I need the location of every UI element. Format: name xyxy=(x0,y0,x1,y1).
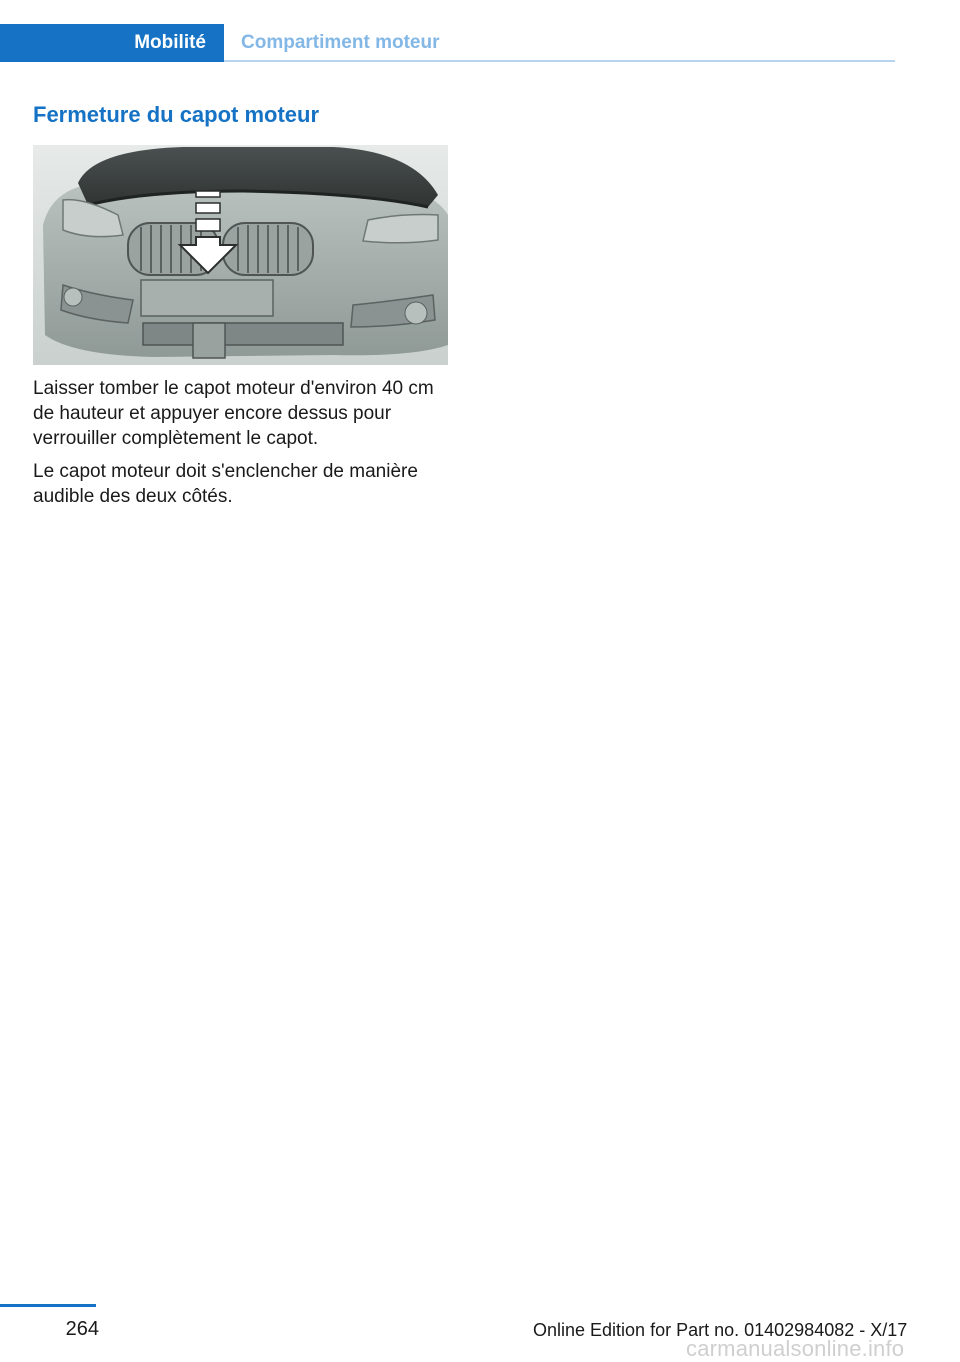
car-hood-closing-illustration xyxy=(33,145,448,365)
header-chapter-label: Compartiment moteur xyxy=(241,32,440,53)
header-chapter-tab[interactable] xyxy=(241,24,439,62)
watermark: carmanualsonline.info xyxy=(686,1336,905,1361)
footer-edition: Online Edition for Part no. 01402984082 - X/17 xyxy=(533,1320,908,1340)
header-divider xyxy=(224,60,895,62)
header-section-tab[interactable] xyxy=(0,24,224,62)
footer-divider xyxy=(0,1304,96,1307)
instruction-paragraph-2: Le capot moteur doit s'enclencher de manière audible des deux côtés. xyxy=(33,461,418,507)
hood-illustration-svg xyxy=(33,145,448,365)
page-number: 264 xyxy=(65,1318,99,1340)
header-section-label: Mobilité xyxy=(134,32,206,53)
section-heading: Fermeture du capot moteur xyxy=(33,102,320,127)
instruction-paragraph-1: Laisser tomber le capot moteur d'environ 40 cm de hauteur et appuyer encore dessus pour verrouiller complètement le capot. xyxy=(33,378,434,449)
